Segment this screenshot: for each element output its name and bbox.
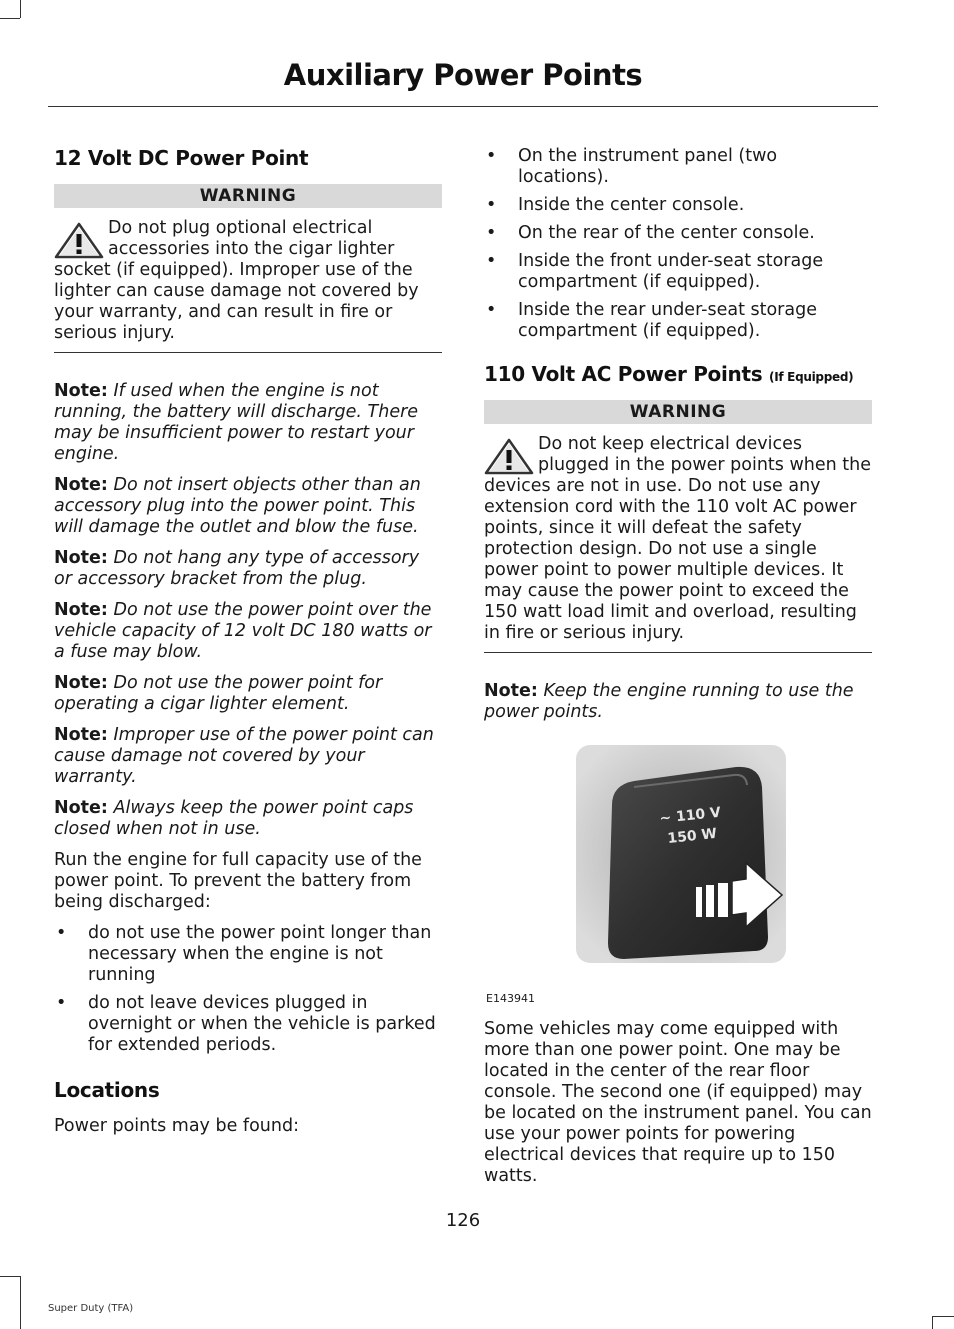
voltage-label: ~ 110 V: [658, 804, 722, 827]
list-item: • On the rear of the center console.: [486, 223, 815, 243]
locations-text: Power points may be found:: [54, 1116, 299, 1136]
figure-code: E143941: [486, 992, 535, 1005]
list-item: • On the instrument panel (two locations).: [486, 146, 778, 187]
warning-text: Do not keep electrical devices plugged in the power points when the devices are not in use. Do not use any extension cord with the 110 volt AC power points, since it will defeat the safety protection design. Do not use a single power point to power multiple devices. It may cause the power point to exceed the 150 watt load limit and overload, resulting in fire or serious injury.: [484, 434, 872, 643]
list-item: • Inside the center console.: [486, 195, 745, 215]
crop-mark: [0, 1276, 20, 1277]
discharge-bullets: [54, 923, 442, 1056]
note-keep-running: Note: Keep the engine running to use the power points.: [484, 681, 854, 722]
wattage-label: 150 W: [666, 825, 718, 847]
crop-mark: [0, 18, 20, 19]
warning-bar: WARNING: [54, 184, 442, 208]
warning-text: Do not plug optional electrical accessories into the cigar lighter socket (if equipped). Improper use of the lighter can cause damage not covered by your warranty, and can result in fire or serious injury.: [54, 218, 419, 343]
warning-triangle-icon: [54, 222, 104, 260]
section-heading-110v: 110 Volt AC Power Points (If Equipped): [484, 362, 854, 386]
note-3: Note: Do not hang any type of accessory or accessory bracket from the plug.: [54, 548, 420, 589]
page-number: 126: [445, 1210, 481, 1231]
note-7: Note: Always keep the power point caps closed when not in use.: [54, 798, 414, 839]
note-2: Note: Do not insert objects other than an accessory plug into the power point. This will damage the outlet and blow the fuse.: [54, 475, 421, 537]
section-heading-locations: Locations: [54, 1078, 160, 1102]
list-item: • do not use the power point longer than necessary when the engine is not running: [56, 923, 432, 985]
page-title: Auxiliary Power Points: [283, 58, 643, 92]
body-text: Some vehicles may come equipped with more than one power point. One may be located in the center of the rear floor console. The second one (if equipped) may be located on the instrument panel. You can use your power points for powering electrical devices that require up to 150 watts.: [484, 1019, 872, 1186]
right-column: [484, 146, 872, 1197]
title-rule: [48, 106, 878, 107]
note-4: Note: Do not use the power point over the vehicle capacity of 12 volt DC 180 watts or a fuse may blow.: [54, 600, 432, 662]
warning-bar: WARNING: [484, 400, 872, 424]
location-bullets: [484, 146, 872, 342]
power-outlet-cover-illustration: [484, 737, 872, 997]
run-engine-text: Run the engine for full capacity use of the power point. To prevent the battery from being discharged:: [54, 850, 422, 912]
list-item: • Inside the front under-seat storage compartment (if equipped).: [486, 251, 824, 292]
crop-mark: [932, 1316, 933, 1329]
power-point-figure: [484, 737, 872, 1007]
list-item: • Inside the rear under-seat storage compartment (if equipped).: [486, 300, 817, 341]
warning-body: [54, 218, 442, 353]
note-6: Note: Improper use of the power point can cause damage not covered by your warranty.: [54, 725, 434, 787]
left-column: [54, 146, 442, 1147]
note-1: Note: If used when the engine is not running, the battery will discharge. There may be insufficient power to restart your engine.: [54, 381, 419, 464]
crop-mark: [20, 0, 21, 18]
warning-body: [484, 434, 872, 653]
warning-triangle-icon: [484, 438, 534, 476]
list-item: • do not leave devices plugged in overnight or when the vehicle is parked for extended periods.: [56, 993, 436, 1055]
note-5: Note: Do not use the power point for operating a cigar lighter element.: [54, 673, 383, 714]
footer-label: Super Duty (TFA): [48, 1303, 134, 1314]
section-heading-12v: 12 Volt DC Power Point: [54, 146, 309, 170]
crop-mark: [20, 1276, 21, 1329]
crop-mark: [932, 1316, 954, 1317]
